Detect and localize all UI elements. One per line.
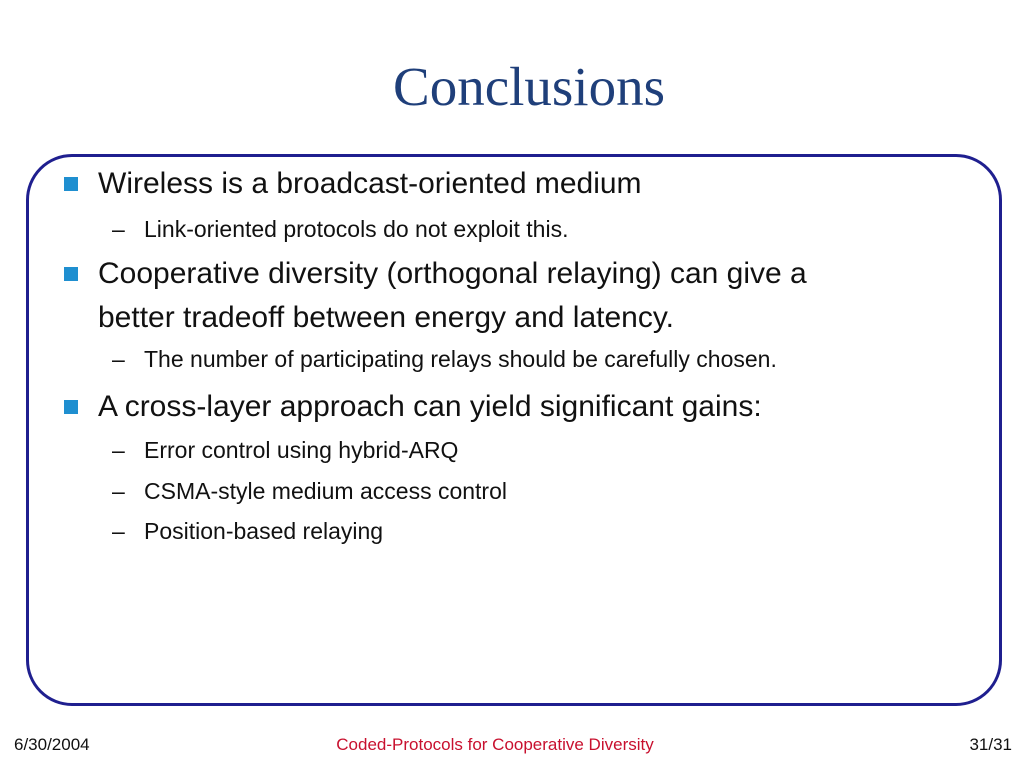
sub-bullet-item: CSMA-style medium access control <box>144 478 507 504</box>
bullet-item-line2: better tradeoff between energy and latency. <box>98 301 674 334</box>
sub-bullet-item: Position-based relaying <box>144 518 384 544</box>
bullet-item-line1: Cooperative diversity (orthogonal relaying) can give a <box>98 257 807 290</box>
footer-date: 6/30/2004 <box>14 735 90 754</box>
slide-title: Conclusions <box>393 56 665 117</box>
sub-bullet-dash: – <box>112 437 125 463</box>
sub-bullet-dash: – <box>112 216 125 242</box>
sub-bullet-dash: – <box>112 518 125 544</box>
footer-title: Coded-Protocols for Cooperative Diversity <box>336 735 654 754</box>
sub-bullet-dash: – <box>112 478 125 504</box>
bullet-square-icon <box>64 177 78 191</box>
sub-bullet-item: The number of participating relays should be carefully chosen. <box>144 346 777 372</box>
sub-bullet-dash: – <box>112 346 125 372</box>
sub-bullet-item: Link-oriented protocols do not exploit this. <box>144 216 569 242</box>
footer-page-number: 31/31 <box>969 735 1012 754</box>
bullet-item: A cross-layer approach can yield significant gains: <box>98 390 762 423</box>
bullet-square-icon <box>64 267 78 281</box>
sub-bullet-item: Error control using hybrid-ARQ <box>144 437 459 463</box>
bullet-item: Wireless is a broadcast-oriented medium <box>98 167 642 200</box>
bullet-square-icon <box>64 400 78 414</box>
